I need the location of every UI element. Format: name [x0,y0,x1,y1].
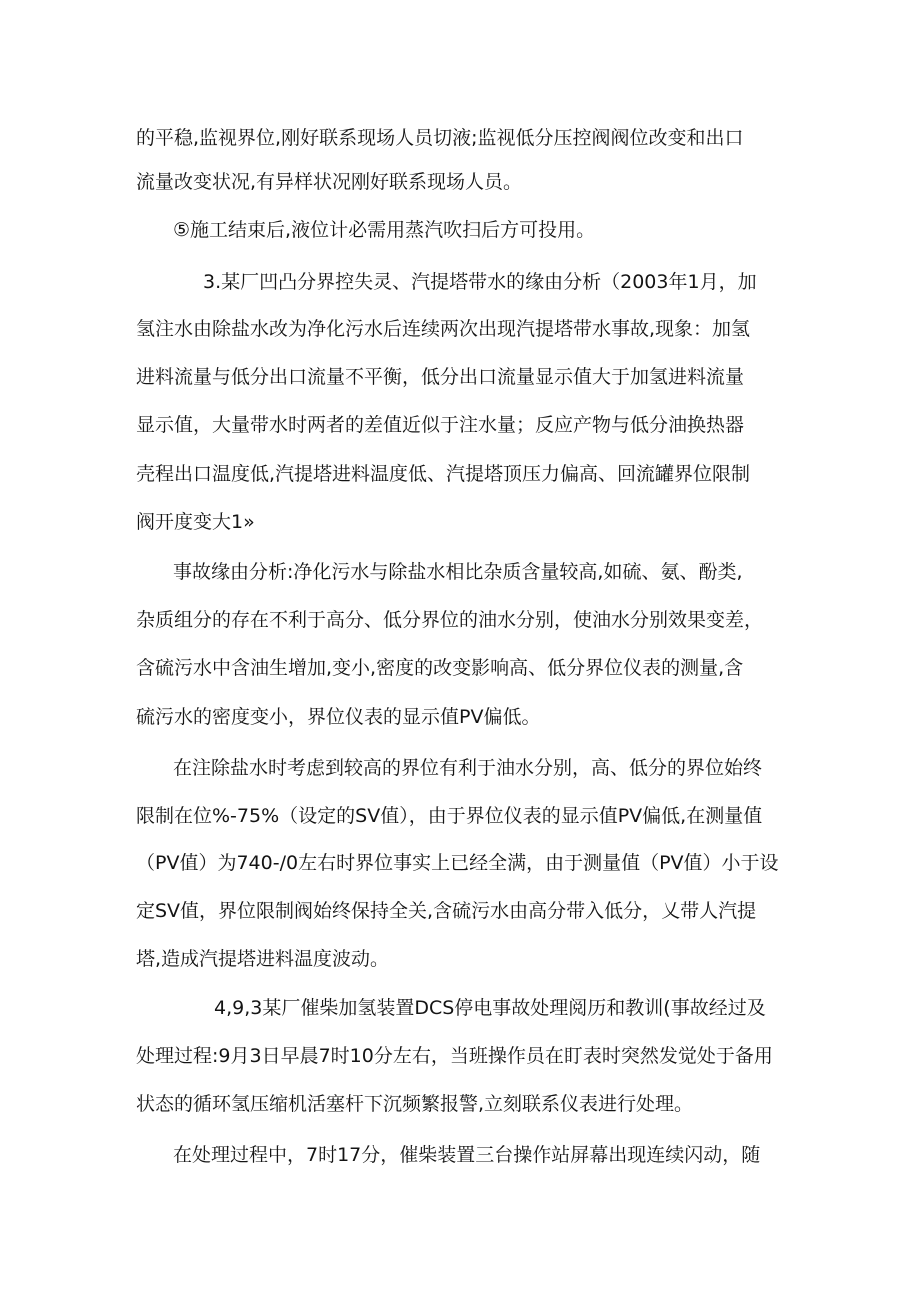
text-line-1: 的平稳,监视界位,刚好联系现场人员切液;监视低分压控阀阀位改变和出口 [136,127,744,149]
text-line-4: 3.某厂凹凸分界控失灵、汽提塔带水的缘由分析（2003年1月，加 [203,271,757,293]
text-line-5: 氢注水由除盐水改为净化污水后连续两次出现汽提塔带水事故,现象：加氢 [136,318,751,340]
text-line-8: 壳程出口温度低,汽提塔进料温度低、汽提塔顶压力偏高、回流罐界位限制 [136,463,751,485]
text-line-14: 在注除盐水时考虑到较高的界位有利于油水分别，高、低分的界位始终 [173,757,763,779]
text-line-17: 定SV值，界位限制阀始终保持全关,含硫污水由高分带入低分，乂带人汽提 [136,900,757,922]
text-line-15: 限制在位%-75%（设定的SV值），由于界位仪表的显示值PV偏低,在测量值 [136,805,763,827]
text-line-2: 流量改变状况,有异样状况刚好联系现场人员。 [136,171,523,193]
text-line-9: 阀开度变大1» [136,511,255,533]
text-line-21: 状态的循环氢压缩机活塞杆下沉频繁报警,立刻联系仪表进行处理。 [136,1093,694,1115]
text-line-13: 硫污水的密度变小，界位仪表的显示值PV偏低。 [136,706,541,728]
text-line-20: 处理过程:9月3日早晨7时10分左右，当班操作员在盯表时突然发觉处于备用 [136,1045,773,1067]
text-line-22: 在处理过程中，7时17分，催柴装置三台操作站屏幕出现连续闪动，随 [173,1144,761,1166]
text-line-7: 显示值，大量带水时两者的差值近似于注水量；反应产物与低分油换热器 [136,414,745,436]
text-line-19: 4,9,3某厂催柴加氢装置DCS停电事故处理阅历和教训(事故经过及 [214,997,766,1019]
text-line-6: 进料流量与低分出口流量不平衡，低分出口流量显示值大于加氢进料流量 [136,366,745,388]
text-line-3: ⑤施工结束后,液位计必需用蒸汽吹扫后方可投用。 [173,219,596,241]
text-line-12: 含硫污水中含油生增加,变小,密度的改变影响高、低分界位仪表的测量,含 [136,657,744,679]
text-line-18: 塔,造成汽提塔进料温度波动。 [136,948,390,970]
text-line-10: 事故缘由分析:净化污水与除盐水相比杂质含量较高,如硫、氨、酚类, [173,561,743,583]
text-line-11: 杂质组分的存在不利于高分、低分界位的油水分别，使油水分别效果变差， [136,609,764,631]
text-line-16: （PV值）为740-/0左右时界位事实上已经全满，由于测量值（PV值）小于设 [136,852,779,874]
